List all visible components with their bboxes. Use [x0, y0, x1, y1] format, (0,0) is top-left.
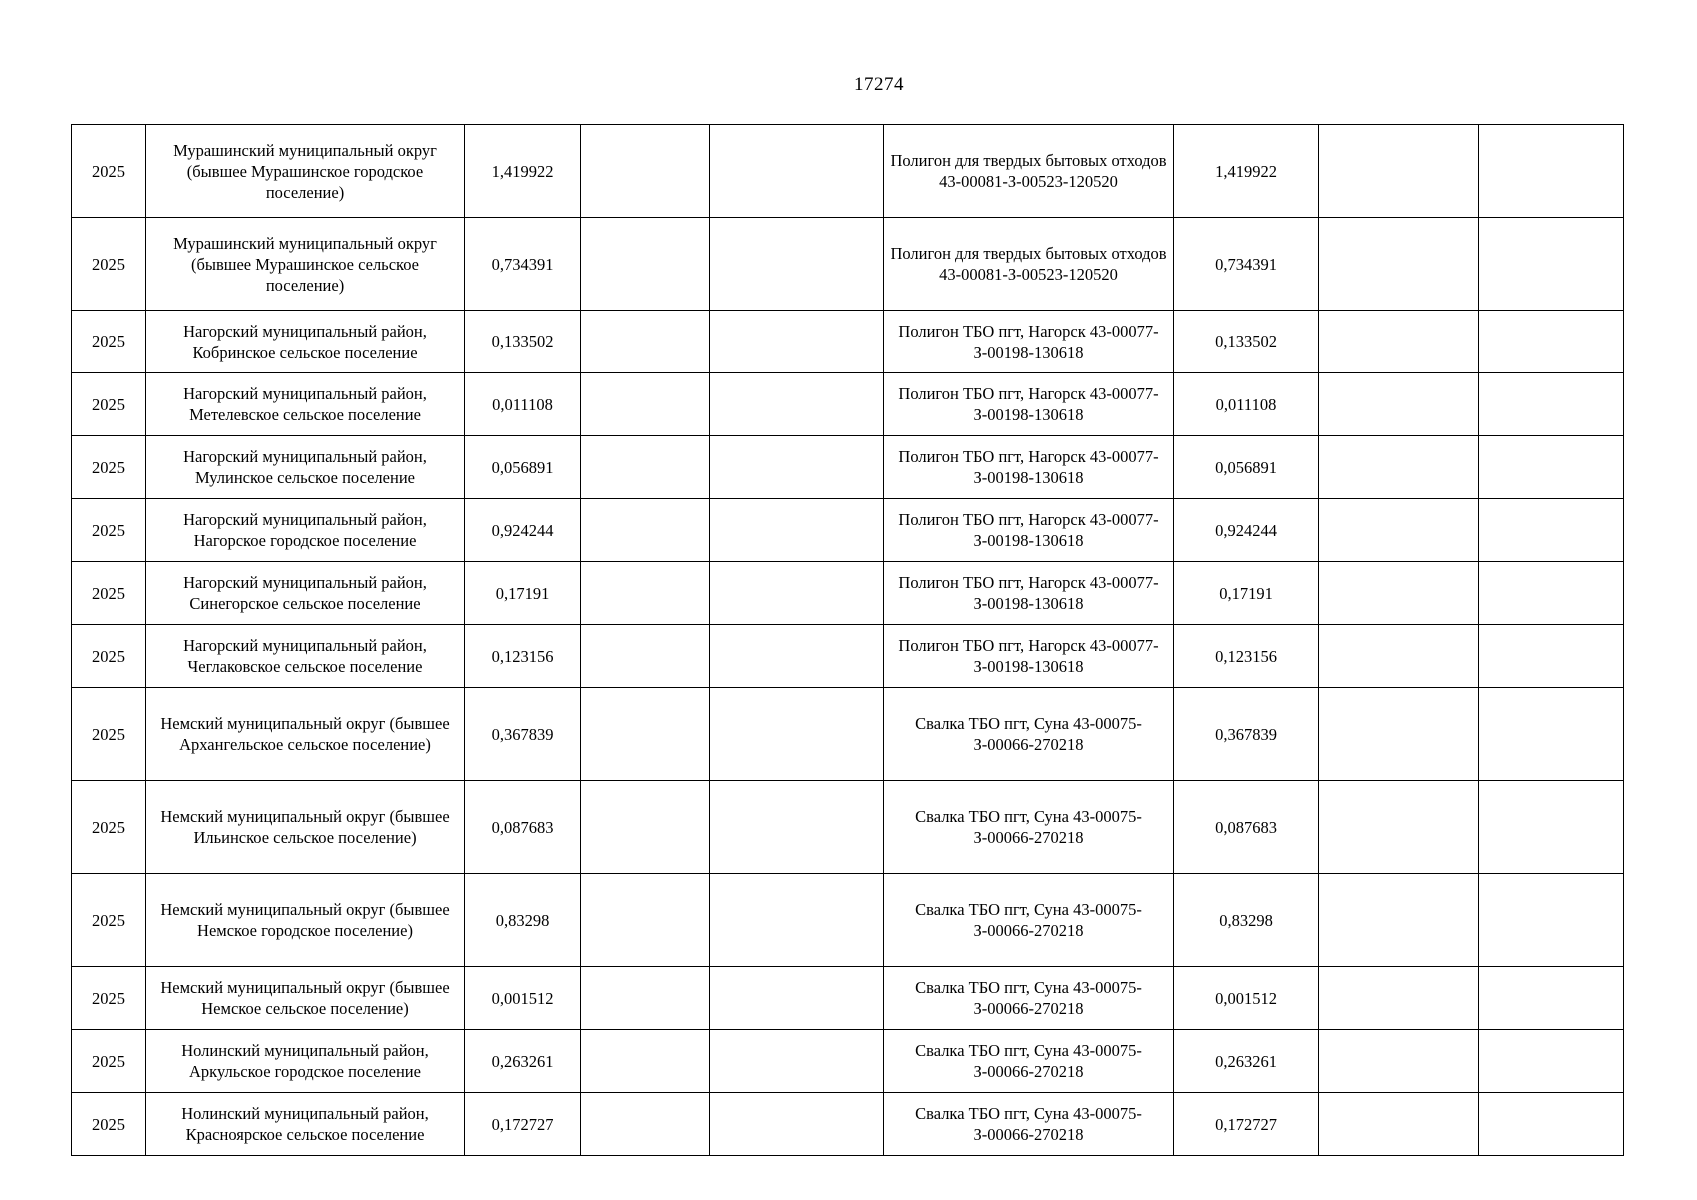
facility-amount-cell: 0,17191: [1174, 562, 1319, 625]
year-cell: 2025: [72, 688, 146, 781]
facility-amount-cell: 1,419922: [1174, 125, 1319, 218]
municipality-cell: Немский муниципальный округ (бывшее Немское городское поселение): [146, 874, 465, 967]
empty-cell: [710, 967, 884, 1030]
empty-cell: [1479, 373, 1624, 436]
empty-cell: [1319, 373, 1479, 436]
empty-cell: [710, 1030, 884, 1093]
empty-cell: [1479, 436, 1624, 499]
empty-cell: [710, 311, 884, 373]
municipality-cell: Нолинский муниципальный район, Аркульское городское поселение: [146, 1030, 465, 1093]
empty-cell: [1479, 1030, 1624, 1093]
facility-cell: Полигон для твердых бытовых отходов 43-00081-З-00523-120520: [884, 125, 1174, 218]
empty-cell: [1319, 436, 1479, 499]
empty-cell: [1479, 1093, 1624, 1156]
year-cell: 2025: [72, 218, 146, 311]
year-cell: 2025: [72, 625, 146, 688]
amount-cell: 0,172727: [465, 1093, 581, 1156]
table-row: [72, 688, 1624, 781]
municipality-cell: Немский муниципальный округ (бывшее Архангельское сельское поселение): [146, 688, 465, 781]
empty-cell: [1319, 499, 1479, 562]
municipality-cell: Немский муниципальный округ (бывшее Немское сельское поселение): [146, 967, 465, 1030]
municipality-cell: Нагорский муниципальный район, Чеглаковское сельское поселение: [146, 625, 465, 688]
table-row: [72, 311, 1624, 373]
facility-amount-cell: 0,133502: [1174, 311, 1319, 373]
empty-cell: [581, 562, 710, 625]
table-row: [72, 625, 1624, 688]
facility-cell: Полигон ТБО пгт, Нагорск 43-00077-З-00198-130618: [884, 373, 1174, 436]
empty-cell: [1319, 1093, 1479, 1156]
empty-cell: [1479, 781, 1624, 874]
table-row: [72, 1093, 1624, 1156]
empty-cell: [1319, 125, 1479, 218]
amount-cell: 0,83298: [465, 874, 581, 967]
facility-cell: Полигон для твердых бытовых отходов 43-00081-З-00523-120520: [884, 218, 1174, 311]
empty-cell: [710, 218, 884, 311]
amount-cell: 0,087683: [465, 781, 581, 874]
amount-cell: 0,17191: [465, 562, 581, 625]
empty-cell: [581, 1030, 710, 1093]
empty-cell: [1319, 218, 1479, 311]
facility-amount-cell: 0,056891: [1174, 436, 1319, 499]
table-row: [72, 373, 1624, 436]
waste-allocation-table: [71, 124, 1624, 1156]
empty-cell: [581, 436, 710, 499]
empty-cell: [581, 1093, 710, 1156]
empty-cell: [581, 125, 710, 218]
facility-amount-cell: 0,734391: [1174, 218, 1319, 311]
year-cell: 2025: [72, 967, 146, 1030]
page-number: 17274: [854, 74, 904, 95]
facility-cell: Полигон ТБО пгт, Нагорск 43-00077-З-00198-130618: [884, 625, 1174, 688]
facility-cell: Полигон ТБО пгт, Нагорск 43-00077-З-00198-130618: [884, 562, 1174, 625]
year-cell: 2025: [72, 1030, 146, 1093]
year-cell: 2025: [72, 874, 146, 967]
empty-cell: [710, 373, 884, 436]
empty-cell: [1319, 874, 1479, 967]
amount-cell: 0,734391: [465, 218, 581, 311]
municipality-cell: Нагорский муниципальный район, Кобринское сельское поселение: [146, 311, 465, 373]
amount-cell: 0,011108: [465, 373, 581, 436]
empty-cell: [710, 499, 884, 562]
municipality-cell: Нагорский муниципальный район, Нагорское городское поселение: [146, 499, 465, 562]
municipality-cell: Мурашинский муниципальный округ (бывшее Мурашинское городское поселение): [146, 125, 465, 218]
year-cell: 2025: [72, 373, 146, 436]
empty-cell: [1319, 311, 1479, 373]
empty-cell: [581, 218, 710, 311]
empty-cell: [1319, 625, 1479, 688]
empty-cell: [1319, 688, 1479, 781]
empty-cell: [1479, 874, 1624, 967]
amount-cell: 0,056891: [465, 436, 581, 499]
facility-amount-cell: 0,001512: [1174, 967, 1319, 1030]
facility-cell: Свалка ТБО пгт, Суна 43-00075-З-00066-270218: [884, 874, 1174, 967]
amount-cell: 0,924244: [465, 499, 581, 562]
empty-cell: [1479, 625, 1624, 688]
empty-cell: [581, 781, 710, 874]
municipality-cell: Нагорский муниципальный район, Метелевское сельское поселение: [146, 373, 465, 436]
empty-cell: [1319, 1030, 1479, 1093]
empty-cell: [710, 688, 884, 781]
facility-amount-cell: 0,367839: [1174, 688, 1319, 781]
facility-cell: Свалка ТБО пгт, Суна 43-00075-З-00066-270218: [884, 688, 1174, 781]
empty-cell: [1479, 218, 1624, 311]
empty-cell: [581, 874, 710, 967]
facility-amount-cell: 0,172727: [1174, 1093, 1319, 1156]
empty-cell: [1479, 967, 1624, 1030]
empty-cell: [1479, 311, 1624, 373]
empty-cell: [1319, 562, 1479, 625]
municipality-cell: Нагорский муниципальный район, Синегорское сельское поселение: [146, 562, 465, 625]
empty-cell: [710, 562, 884, 625]
table-row: [72, 436, 1624, 499]
municipality-cell: Немский муниципальный округ (бывшее Ильинское сельское поселение): [146, 781, 465, 874]
empty-cell: [581, 499, 710, 562]
empty-cell: [710, 874, 884, 967]
empty-cell: [1479, 688, 1624, 781]
empty-cell: [581, 311, 710, 373]
municipality-cell: Нолинский муниципальный район, Красноярское сельское поселение: [146, 1093, 465, 1156]
empty-cell: [710, 625, 884, 688]
year-cell: 2025: [72, 1093, 146, 1156]
empty-cell: [1479, 499, 1624, 562]
municipality-cell: Мурашинский муниципальный округ (бывшее Мурашинское сельское поселение): [146, 218, 465, 311]
empty-cell: [710, 781, 884, 874]
year-cell: 2025: [72, 781, 146, 874]
facility-amount-cell: 0,011108: [1174, 373, 1319, 436]
empty-cell: [710, 125, 884, 218]
table-body: [72, 125, 1624, 1156]
empty-cell: [581, 373, 710, 436]
facility-amount-cell: 0,263261: [1174, 1030, 1319, 1093]
facility-cell: Полигон ТБО пгт, Нагорск 43-00077-З-00198-130618: [884, 499, 1174, 562]
empty-cell: [710, 1093, 884, 1156]
year-cell: 2025: [72, 311, 146, 373]
empty-cell: [581, 967, 710, 1030]
facility-amount-cell: 0,83298: [1174, 874, 1319, 967]
municipality-cell: Нагорский муниципальный район, Мулинское сельское поселение: [146, 436, 465, 499]
facility-cell: Полигон ТБО пгт, Нагорск 43-00077-З-00198-130618: [884, 436, 1174, 499]
table-row: [72, 1030, 1624, 1093]
table-row: [72, 125, 1624, 218]
facility-cell: Свалка ТБО пгт, Суна 43-00075-З-00066-270218: [884, 1030, 1174, 1093]
year-cell: 2025: [72, 436, 146, 499]
amount-cell: 0,133502: [465, 311, 581, 373]
empty-cell: [1319, 967, 1479, 1030]
table-row: [72, 499, 1624, 562]
facility-cell: Полигон ТБО пгт, Нагорск 43-00077-З-00198-130618: [884, 311, 1174, 373]
table-row: [72, 781, 1624, 874]
amount-cell: 0,001512: [465, 967, 581, 1030]
year-cell: 2025: [72, 125, 146, 218]
year-cell: 2025: [72, 562, 146, 625]
empty-cell: [1479, 125, 1624, 218]
facility-amount-cell: 0,924244: [1174, 499, 1319, 562]
table-row: [72, 874, 1624, 967]
year-cell: 2025: [72, 499, 146, 562]
table-row: [72, 562, 1624, 625]
facility-amount-cell: 0,123156: [1174, 625, 1319, 688]
facility-cell: Свалка ТБО пгт, Суна 43-00075-З-00066-270218: [884, 1093, 1174, 1156]
empty-cell: [1319, 781, 1479, 874]
amount-cell: 0,367839: [465, 688, 581, 781]
empty-cell: [1479, 562, 1624, 625]
facility-amount-cell: 0,087683: [1174, 781, 1319, 874]
amount-cell: 0,263261: [465, 1030, 581, 1093]
facility-cell: Свалка ТБО пгт, Суна 43-00075-З-00066-270218: [884, 781, 1174, 874]
empty-cell: [710, 436, 884, 499]
amount-cell: 1,419922: [465, 125, 581, 218]
empty-cell: [581, 688, 710, 781]
amount-cell: 0,123156: [465, 625, 581, 688]
facility-cell: Свалка ТБО пгт, Суна 43-00075-З-00066-270218: [884, 967, 1174, 1030]
empty-cell: [581, 625, 710, 688]
table-row: [72, 218, 1624, 311]
table-row: [72, 967, 1624, 1030]
